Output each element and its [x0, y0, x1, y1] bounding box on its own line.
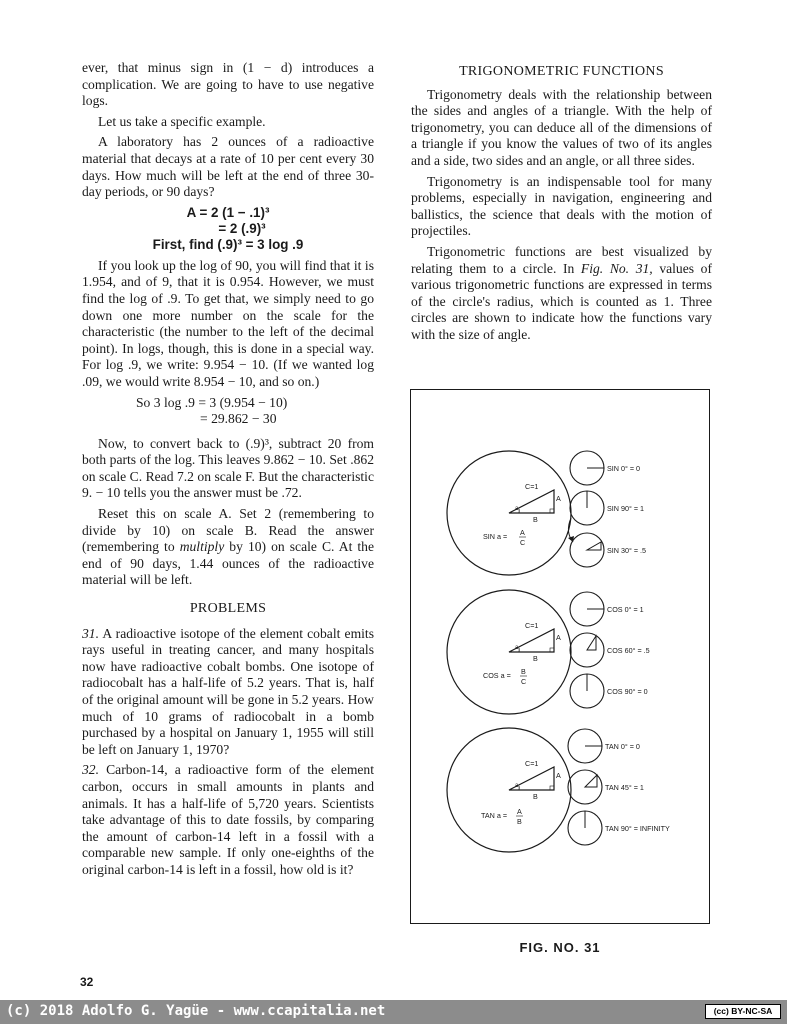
equation-line: So 3 log .9 = 3 (9.954 − 10)	[136, 394, 288, 410]
sin-formula: SIN a =	[483, 532, 508, 541]
sin-denominator: C	[520, 538, 526, 547]
label-a: A	[556, 771, 561, 780]
problem-text: A radioactive isotope of the element cobalt emits rays useful in treating cancer, and many hospitals now have radioactive cobalt bombs. One isotope of radiocobalt has a half-life of 5.2 years. That is, half of the original amount will be gone in 5.2 years. How much of 10 grams of radiocobalt in a bomb purchased by a hospital on January 1, 1955 will still be left on January 1, 1970?	[82, 625, 374, 757]
problem-32	[82, 762, 374, 878]
emphasis: Fig. No. 31,	[580, 260, 653, 276]
trig-diagram	[411, 390, 711, 925]
cos-0-label: COS 0° = 1	[607, 605, 644, 614]
sin-30-triangle	[587, 542, 601, 550]
footer-bar	[0, 1000, 787, 1024]
text-run: values of various trigonometric functions are expressed in terms of the circle's radius, which is counted as 1. Three circles are shown to indicate how the functions vary with the size of angle.	[411, 260, 712, 342]
equation-line: A = 2 (1 − .1)³	[186, 204, 270, 220]
label-a: A	[556, 633, 561, 642]
left-column	[82, 60, 374, 883]
right-column	[411, 60, 712, 348]
tan-denominator: B	[517, 817, 522, 826]
figure-31	[410, 389, 710, 924]
text-run: by 10) on scale C. At the end of 90 days, 1.44 ounces of the radioactive material will be left.	[82, 539, 375, 588]
tan-numerator: A	[517, 807, 522, 816]
label-c: C=1	[525, 759, 539, 768]
page-number: 32	[80, 975, 94, 989]
equation-block	[82, 205, 374, 253]
arrow-head-icon	[568, 536, 574, 542]
cos-60-triangle	[587, 636, 596, 650]
paragraph: Now, to convert back to (.9)³, subtract 20 from both parts of the log. This leaves 9.862 − 10. Set .862 on scale C. Read 7.2 on scale F. But the characteristic 9. − 10 tells you the answer must be .72.	[82, 435, 374, 501]
cos-60-label: COS 60° = .5	[607, 646, 650, 655]
problem-text: Carbon-14, a radioactive form of the element carbon, occurs in small amounts in plants and animals. It has a half-life of 5,720 years. Scientists take advantage of this to date fossils, by comparing the amount of carbon-14 left in a fossil with a comparable new sample. If only one-eighths of the original carbon-14 is left in a fossil, how old is it?	[82, 762, 374, 877]
paragraph: Trigonometry deals with the relationship between the sides and angles of a triangle. With the help of trigonometry, you can deduce all of the dimensions of a triangle if you know the values of two of its angles and a side, two sides and an angle, or all three sides.	[411, 86, 712, 168]
text-run: Trigonometric functions are best visualized by relating them to a circle. In	[411, 243, 712, 276]
cos-numerator: B	[521, 667, 526, 676]
label-c: C=1	[525, 621, 539, 630]
label-angle: a	[515, 645, 519, 651]
paragraph: A laboratory has 2 ounces of a radioactive material that decays at a rate of 10 per cent every 30 days. How much will be left at the end of three 30-day periods, or 90 days?	[82, 134, 374, 200]
equation-line: = 2 (.9)³	[218, 220, 266, 236]
paragraph: ever, that minus sign in (1 − d) introduces a complication. We are going to have to use negative logs.	[82, 60, 374, 109]
tan-45-label: TAN 45° = 1	[605, 783, 644, 792]
cos-formula: COS a =	[483, 671, 511, 680]
text-run: Reset this on scale A. Set 2 (remembering to divide by 10) on scale B. Read the answer (remembering to	[82, 506, 374, 555]
label-angle: a	[515, 506, 519, 512]
paragraph: Trigonometry is an indispensable tool for many problems, especially in navigation, engineering and ballistics, the science that deals with the motion of projectiles.	[411, 173, 712, 239]
sin-0-label: SIN 0° = 0	[607, 464, 641, 473]
tan-0-label: TAN 0° = 0	[605, 742, 640, 751]
label-b: B	[533, 792, 538, 801]
sin-numerator: A	[520, 528, 525, 537]
figure-caption: FIG. NO. 31	[519, 940, 601, 955]
emphasis: multiply	[179, 539, 225, 555]
label-angle: a	[515, 783, 519, 789]
copyright-text: (c) 2018 Adolfo G. Yagüe - www.ccapitalia.net	[6, 1003, 386, 1019]
tan-90-label: TAN 90° = INFINITY	[605, 824, 670, 833]
problems-heading: PROBLEMS	[189, 601, 267, 617]
log-equation-block	[136, 395, 374, 428]
tan-formula: TAN a =	[481, 811, 508, 820]
label-c: C=1	[525, 482, 539, 491]
equation-line: First, find (.9)³ = 3 log .9	[152, 236, 304, 252]
section-heading: TRIGONOMETRIC FUNCTIONS	[459, 64, 664, 79]
paragraph	[411, 244, 712, 344]
cos-90-label: COS 90° = 0	[607, 687, 648, 696]
problem-number: 32.	[82, 762, 99, 778]
label-a: A	[556, 494, 561, 503]
sin-group	[447, 451, 646, 575]
tan-45-triangle	[585, 775, 597, 787]
problem-number: 31.	[82, 625, 99, 641]
sin-90-label: SIN 90° = 1	[607, 504, 645, 513]
paragraph: Let us take a specific example.	[98, 113, 266, 129]
paragraph: If you look up the log of 90, you will find that it is 1.954, and of 9, that it is 0.954. However, we must find the log of .9. To get that, we simply need to go down one more number on the scale for the characteristic (the number to the left of the decimal point). In logs, though, this is done in a special way. For log .9, we write: 9.954 − 10. (If we wanted log .09, we would write 8.954 − 10, and so on.)	[82, 257, 374, 389]
tan-group	[447, 728, 670, 852]
cos-denominator: C	[521, 677, 527, 686]
label-b: B	[533, 515, 538, 524]
problem-31	[82, 626, 374, 759]
license-badge[interactable]: (cc) BY-NC-SA	[705, 1004, 781, 1019]
label-b: B	[533, 654, 538, 663]
equation-line: = 29.862 − 30	[200, 411, 277, 427]
sin-30-label: SIN 30° = .5	[607, 546, 647, 555]
cos-group	[447, 590, 650, 714]
paragraph	[82, 506, 374, 589]
